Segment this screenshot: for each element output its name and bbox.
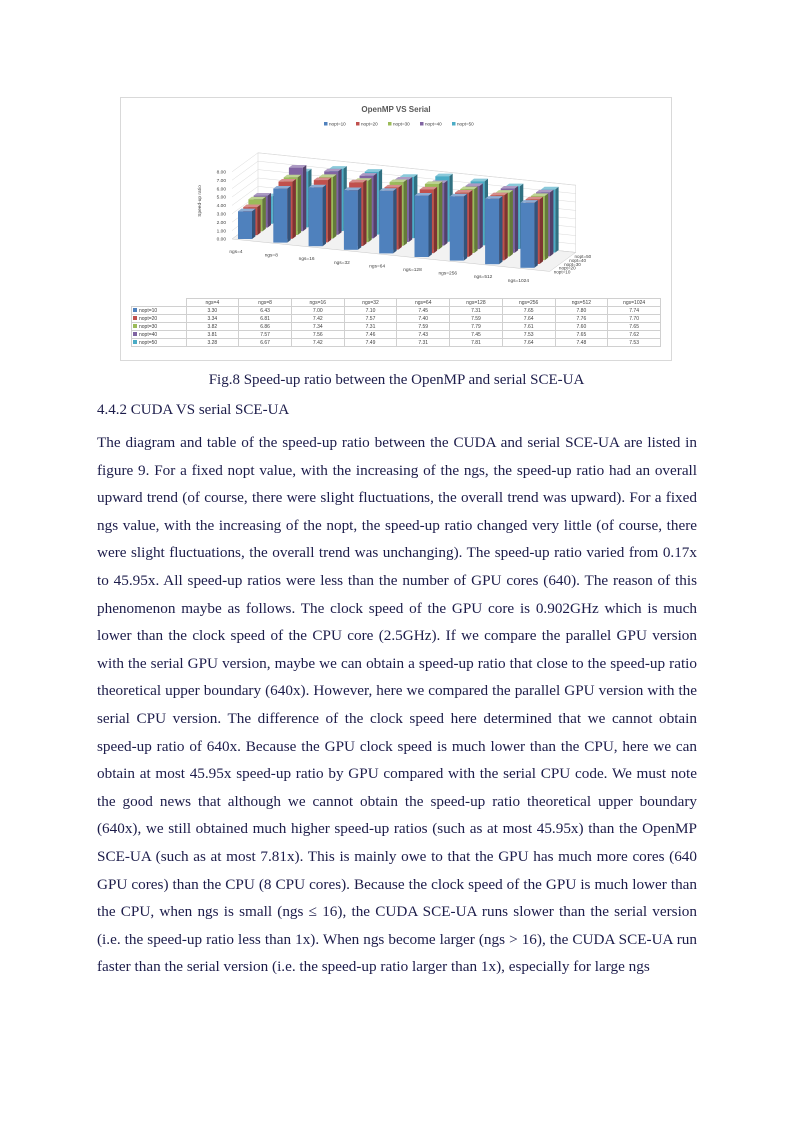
chart-title: OpenMP VS Serial [361, 105, 431, 114]
series-swatch [133, 340, 137, 344]
series-label: nopt=50 [139, 339, 158, 346]
gridline-side [232, 170, 258, 189]
table-cell: 7.60 [555, 323, 608, 331]
series-swatch [133, 308, 137, 312]
bar-side [439, 181, 442, 249]
bar [520, 200, 537, 268]
legend-swatch [452, 122, 456, 126]
bar-front [450, 196, 464, 260]
table-column-header: ngs=64 [397, 299, 450, 307]
table-cell: 7.40 [397, 315, 450, 323]
bar-side [555, 187, 558, 253]
table-column-header: ngs=1024 [608, 299, 661, 307]
bar [273, 186, 290, 243]
table-cell: 7.42 [291, 339, 344, 347]
table-column-header: ngs=512 [555, 299, 608, 307]
table-row-header [132, 315, 187, 323]
series-swatch [133, 324, 137, 328]
table-cell: 7.45 [397, 307, 450, 315]
table-row-header [132, 323, 187, 331]
table-cell: 7.31 [450, 307, 503, 315]
table-cell: 7.64 [502, 339, 555, 347]
table-cell: 3.81 [186, 331, 239, 339]
table-cell: 3.34 [186, 315, 239, 323]
bar-front [520, 203, 534, 268]
bar-side [429, 193, 432, 257]
table-cell: 7.49 [344, 339, 397, 347]
bar-side [268, 193, 271, 228]
table-cell: 7.74 [608, 307, 661, 315]
table-column-header: ngs=128 [450, 299, 503, 307]
z-tick-label: nopt=50 [574, 254, 592, 260]
x-tick-label: ngs=4 [229, 250, 243, 255]
bar-front [309, 187, 323, 246]
table-column-header: ngs=256 [502, 299, 555, 307]
bar-front [415, 196, 429, 257]
table-row [132, 339, 661, 347]
series-swatch [133, 332, 137, 336]
table-row [132, 307, 661, 315]
z-tick-label: nopt=10 [553, 269, 571, 275]
figure-chart [120, 97, 672, 361]
bar-side [368, 178, 371, 242]
table-row-header [132, 331, 187, 339]
legend-label: nopt=50 [457, 121, 474, 127]
table-column-header: ngs=8 [239, 299, 292, 307]
bar-side [374, 173, 377, 238]
x-tick-label: ngs=16 [298, 257, 315, 263]
table-cell: 7.42 [291, 315, 344, 323]
legend-label: nopt=10 [329, 121, 346, 127]
bar-front [273, 189, 287, 243]
section-heading: 4.4.2 CUDA VS serial SCE-UA [97, 402, 290, 418]
table-row-header [132, 339, 187, 347]
table-cell: 7.79 [450, 323, 503, 331]
bar-side [363, 180, 366, 246]
bar-side [510, 190, 513, 256]
bar-side [409, 177, 412, 242]
y-tick-label: 8.00 [216, 170, 226, 176]
x-tick-label: ngs=512 [473, 275, 493, 281]
z-tick-label: nopt=40 [569, 258, 587, 263]
bar-side [504, 193, 507, 261]
y-tick-label: 3.00 [216, 212, 226, 218]
series-swatch [133, 316, 137, 320]
table-cell: 7.62 [608, 331, 661, 339]
bar-side [464, 194, 467, 261]
bar-side [257, 205, 260, 236]
body-paragraph: The diagram and table of the speed-up ratio between the CUDA and serial SCE-UA are listed in figure 9. For a fixed nopt value, with the increasing of the ngs, the speed-up ratio had an overall upward trend (of course, there were slight fluctuations, the overall trend was upward). For a fixed ngs value, with the increasing of the nopt, the speed-up ratio changed very little (of course, there were slight fluctuations, the overall trend was unchanging). The speed-up ratio varied from 0.17x to 45.95x. All speed-up ratios were less than the number of GPU cores (640). The reason of this phenomenon maybe as follows. The clock speed of the GPU core is 0.902GHz which is much lower than the clock speed of the CPU core (2.5GHz). If we compare the parallel GPU version with the serial GPU version, maybe we can obtain a speed-up ratio that close to the speed-up ratio theoretical upper boundary (640x). However, here we compared the parallel GPU version with the serial CPU version. The difference of the clock speed here determined that we cannot obtain speed-up ratio of 640x. Because the GPU clock speed is much lower than the CPU, here we can obtain at most 45.95x speed-up ratio by GPU compared with the serial CPU code. We must note the good news that although we cannot obtain the speed-up ratio theoretical upper boundary (640x), we still obtained much higher speed-up ratios (such as at most 45.95x) than the OpenMP SCE-UA (such as at most 7.81x). This is mainly owe to that the GPU has much more cores (640 GPU cores) than the CPU (8 CPU cores). Because the clock speed of the GPU is much lower than the CPU, when ngs is small (ngs ≤ 16), the CUDA SCE-UA runs slower than the serial version (i.e. the speed-up ratio less than 1x). When ngs become larger (ngs > 16), the CUDA SCE-UA run faster than the serial version (i.e. the speed-up ratio larger than 1x), especially for large ngs [97, 434, 697, 976]
table-cell: 7.31 [344, 323, 397, 331]
bar-side [444, 180, 447, 245]
bar [415, 193, 432, 257]
bar-side [338, 169, 341, 235]
y-tick-label: 7.00 [216, 178, 226, 184]
table-cell: 6.43 [239, 307, 292, 315]
y-axis-label: Speed-up ratio [198, 185, 203, 217]
bar-side [479, 183, 482, 249]
y-tick-label: 0.00 [216, 237, 226, 243]
table-cell: 7.65 [502, 307, 555, 315]
bar-side [287, 186, 290, 243]
bar-side [398, 185, 401, 250]
legend-swatch [324, 122, 328, 126]
table-cell: 7.70 [608, 315, 661, 323]
bar-front [344, 190, 358, 250]
legend-label: nopt=20 [361, 121, 378, 127]
table-cell: 7.59 [397, 323, 450, 331]
bar-front [485, 199, 499, 265]
chart-data-table [131, 298, 661, 347]
bar-side [515, 186, 518, 253]
legend-label: nopt=40 [425, 121, 442, 127]
table-row [132, 315, 661, 323]
table-cell: 7.10 [344, 307, 397, 315]
bar [450, 194, 467, 261]
bar-side [474, 186, 477, 253]
bar-side [333, 174, 336, 238]
y-tick-label: 5.00 [216, 195, 226, 201]
series-label: nopt=20 [139, 315, 158, 322]
legend-swatch [420, 122, 424, 126]
table-cell: 6.86 [239, 323, 292, 331]
bar-side [540, 197, 543, 264]
table-cell: 6.67 [239, 339, 292, 347]
gridline-side [232, 161, 258, 180]
table-cell: 7.31 [397, 339, 450, 347]
table-cell: 7.57 [239, 331, 292, 339]
chart-legend [324, 122, 474, 127]
legend-label: nopt=30 [393, 121, 410, 127]
table-cell: 3.82 [186, 323, 239, 331]
table-row [132, 323, 661, 331]
table-cell: 7.53 [502, 331, 555, 339]
legend-swatch [356, 122, 360, 126]
table-column-header: ngs=16 [291, 299, 344, 307]
table-cell: 6.81 [239, 315, 292, 323]
gridline-side [232, 153, 258, 172]
bar-side [293, 179, 296, 239]
table-cell: 7.00 [291, 307, 344, 315]
table-cell: 7.53 [608, 339, 661, 347]
bar-front [379, 191, 393, 254]
table-cell: 7.56 [291, 331, 344, 339]
bar-side [545, 193, 548, 260]
table-cell: 7.46 [344, 331, 397, 339]
z-tick-label: nopt=20 [558, 265, 576, 271]
bar-side [328, 177, 331, 242]
table-cell: 7.57 [344, 315, 397, 323]
table-cell: 7.45 [450, 331, 503, 339]
bar [344, 188, 361, 250]
table-corner-cell [132, 299, 187, 307]
table-cell: 7.48 [555, 339, 608, 347]
bar-side [499, 196, 502, 264]
gridline-side [232, 178, 258, 197]
x-tick-label: ngs=128 [403, 268, 422, 273]
bar [379, 188, 396, 253]
table-column-header: ngs=32 [344, 299, 397, 307]
table-cell: 7.43 [397, 331, 450, 339]
bar [309, 185, 326, 246]
y-tick-label: 2.00 [216, 220, 226, 226]
table-cell: 3.28 [186, 339, 239, 347]
bar-side [404, 179, 407, 245]
table-column-header: ngs=4 [186, 299, 239, 307]
y-tick-label: 6.00 [216, 187, 226, 193]
bar-side [262, 197, 265, 232]
table-cell: 7.81 [450, 339, 503, 347]
bar-side [323, 185, 326, 246]
x-tick-label: ngs=256 [438, 271, 458, 277]
series-label: nopt=40 [139, 331, 158, 338]
legend-swatch [388, 122, 392, 126]
bar-side [298, 175, 301, 235]
bar-side [469, 190, 472, 257]
series-label: nopt=30 [139, 323, 158, 330]
table-cell: 7.76 [555, 315, 608, 323]
figure-caption: Fig.8 Speed-up ratio between the OpenMP and serial SCE-UA [208, 372, 585, 388]
table-row [132, 331, 661, 339]
bar-side [534, 200, 537, 268]
x-tick-label: ngs=8 [264, 253, 278, 259]
bar-side [434, 187, 437, 253]
bar-front [238, 211, 252, 239]
z-tick-label: nopt=30 [564, 261, 581, 267]
bar [485, 196, 502, 264]
y-tick-label: 1.00 [216, 229, 226, 235]
table-cell: 3.30 [186, 307, 239, 315]
bar [238, 209, 255, 239]
table-cell: 7.80 [555, 307, 608, 315]
table-cell: 7.65 [555, 331, 608, 339]
x-tick-label: ngs=1024 [507, 278, 530, 284]
table-row-header [132, 307, 187, 315]
series-label: nopt=10 [139, 307, 158, 314]
bar-side [303, 165, 306, 231]
table-cell: 7.59 [450, 315, 503, 323]
x-tick-label: ngs=32 [333, 260, 350, 266]
bar-side [358, 188, 361, 250]
table-cell: 7.61 [502, 323, 555, 331]
table-cell: 7.64 [502, 315, 555, 323]
table-cell: 7.34 [291, 323, 344, 331]
bar-side [550, 190, 553, 257]
table-cell: 7.65 [608, 323, 661, 331]
x-tick-label: ngs=64 [369, 264, 386, 270]
y-tick-label: 4.00 [216, 204, 226, 210]
bar-side [252, 209, 255, 239]
table-header-row [132, 299, 661, 307]
bar-side [393, 188, 396, 253]
